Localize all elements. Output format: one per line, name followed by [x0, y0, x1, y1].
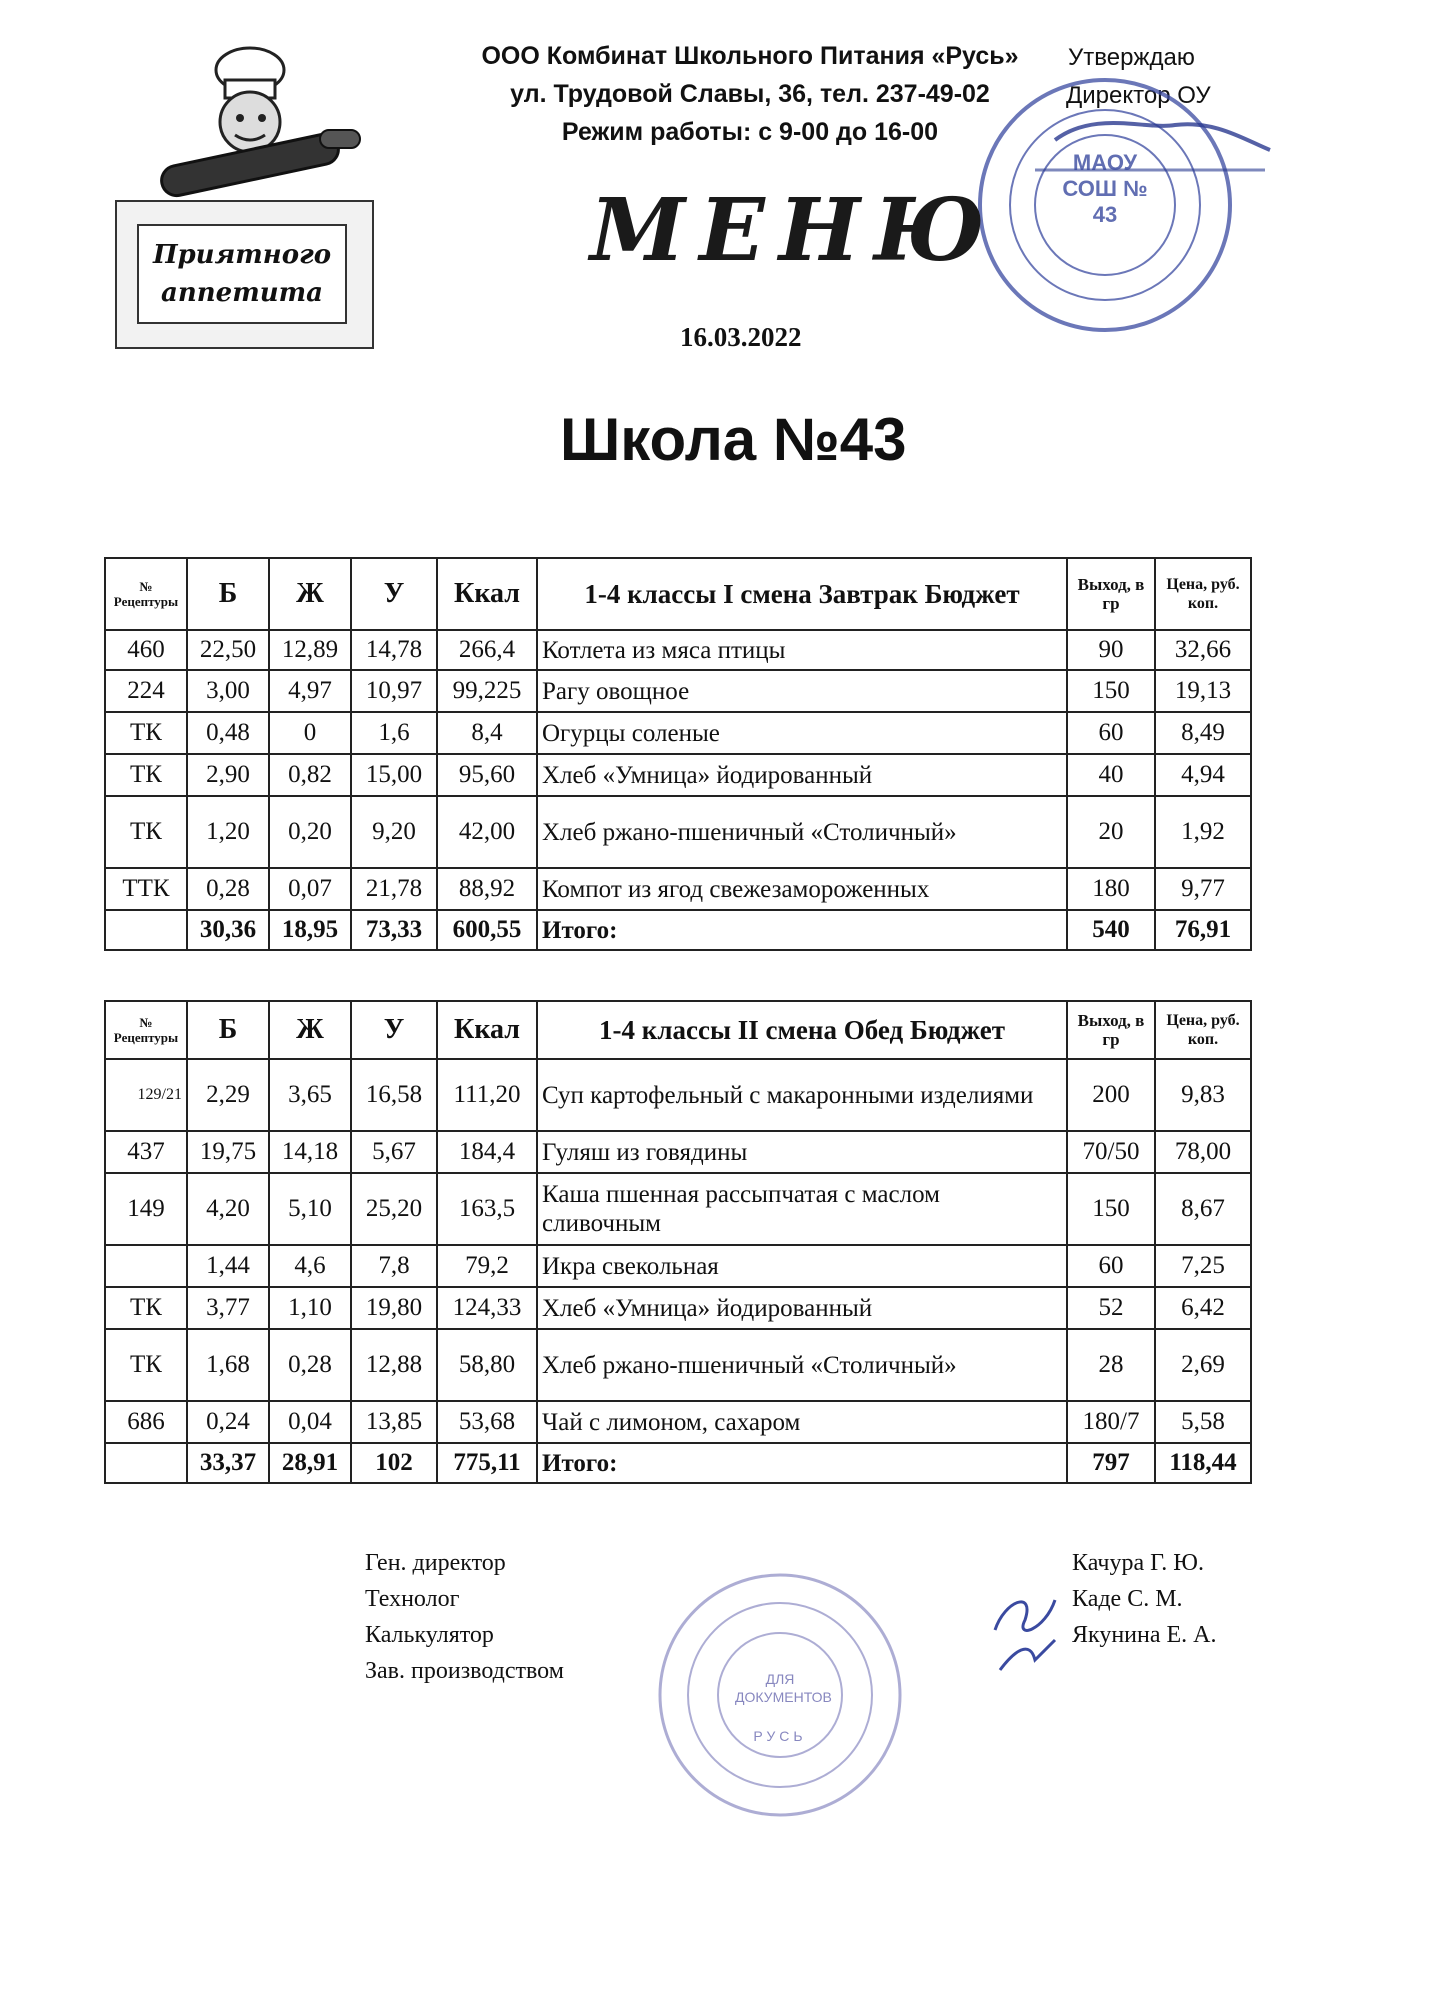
col-zh: Ж [269, 1001, 351, 1059]
cell-b: 0,28 [187, 868, 269, 910]
menu-date: 16.03.2022 [680, 322, 802, 352]
cell-name: Рагу овощное [537, 670, 1067, 712]
table-row [105, 1245, 1251, 1287]
cell-u: 12,88 [351, 1329, 437, 1401]
role-production-head: Зав. производством [365, 1658, 564, 1684]
name-director: Качура Г. Ю. [1072, 1550, 1204, 1576]
cell-zh: 0,28 [269, 1329, 351, 1401]
cell-b: 1,44 [187, 1245, 269, 1287]
cell-recipe: 437 [105, 1131, 187, 1173]
cell-kcal: 95,60 [437, 754, 537, 796]
cell-u: 13,85 [351, 1401, 437, 1443]
cell-u: 16,58 [351, 1059, 437, 1131]
col-output: Выход, в гр [1067, 1001, 1155, 1059]
total-b: 33,37 [187, 1443, 269, 1483]
cell-price: 78,00 [1155, 1131, 1251, 1173]
total-label: Итого: [537, 910, 1067, 950]
total-kcal: 600,55 [437, 910, 537, 950]
col-price: Цена, руб. коп. [1155, 558, 1251, 630]
cell-price: 2,69 [1155, 1329, 1251, 1401]
cell-u: 14,78 [351, 630, 437, 670]
table-row [105, 1401, 1251, 1443]
table-row [105, 1131, 1251, 1173]
total-label: Итого: [537, 1443, 1067, 1483]
cell-u: 25,20 [351, 1173, 437, 1245]
cell-price: 1,92 [1155, 796, 1251, 868]
col-price: Цена, руб. коп. [1155, 1001, 1251, 1059]
company-address: ул. Трудовой Славы, 36, тел. 237-49-02 [510, 80, 990, 108]
cell-u: 7,8 [351, 1245, 437, 1287]
cell-b: 2,29 [187, 1059, 269, 1131]
table-row [105, 1329, 1251, 1401]
cell-price: 5,58 [1155, 1401, 1251, 1443]
cell-recipe: ТТК [105, 868, 187, 910]
cell-output: 70/50 [1067, 1131, 1155, 1173]
total-row [105, 910, 1251, 950]
cell-zh: 4,97 [269, 670, 351, 712]
stamp-text: МАОУ СОШ № 43 [1062, 150, 1148, 227]
col-output: Выход, в гр [1067, 558, 1155, 630]
total-price: 76,91 [1155, 910, 1251, 950]
cell-kcal: 99,225 [437, 670, 537, 712]
table-row [105, 1173, 1251, 1245]
cell-zh: 1,10 [269, 1287, 351, 1329]
col-zh: Ж [269, 558, 351, 630]
col-u: У [351, 558, 437, 630]
cell-name: Каша пшенная рассыпчатая с маслом сливочным [537, 1173, 1067, 1245]
logo-text [137, 224, 347, 324]
cell-kcal: 79,2 [437, 1245, 537, 1287]
cell-recipe: 149 [105, 1173, 187, 1245]
col-kcal: Ккал [437, 1001, 537, 1059]
cell-kcal: 266,4 [437, 630, 537, 670]
cell-zh: 12,89 [269, 630, 351, 670]
total-zh: 18,95 [269, 910, 351, 950]
cell-price: 32,66 [1155, 630, 1251, 670]
cell-zh: 14,18 [269, 1131, 351, 1173]
cell-b: 4,20 [187, 1173, 269, 1245]
cell-output: 150 [1067, 1173, 1155, 1245]
cell-b: 0,48 [187, 712, 269, 754]
cell-price: 8,67 [1155, 1173, 1251, 1245]
table-row [105, 754, 1251, 796]
total-u: 102 [351, 1443, 437, 1483]
col-b: Б [187, 558, 269, 630]
cell-output: 200 [1067, 1059, 1155, 1131]
cell-u: 19,80 [351, 1287, 437, 1329]
table-title: 1-4 классы II смена Обед Бюджет [537, 1001, 1067, 1059]
stamp-name-text: РУСЬ [753, 1728, 807, 1744]
logo-line-1: Приятного [152, 240, 332, 270]
cell-price: 9,77 [1155, 868, 1251, 910]
cell-name: Чай с лимоном, сахаром [537, 1401, 1067, 1443]
handwritten-signature-icon [985, 1570, 1075, 1690]
breakfast-table [104, 557, 1252, 951]
total-b: 30,36 [187, 910, 269, 950]
stamp-center-text: ДЛЯ ДОКУМЕНТОВ [735, 1671, 832, 1705]
total-zh: 28,91 [269, 1443, 351, 1483]
cell-output: 180 [1067, 868, 1155, 910]
signature-roles [365, 1545, 564, 1689]
cell-b: 1,20 [187, 796, 269, 868]
cell-recipe: ТК [105, 1287, 187, 1329]
name-technologist: Каде С. М. [1072, 1586, 1183, 1612]
cell-b: 0,24 [187, 1401, 269, 1443]
cell-u: 10,97 [351, 670, 437, 712]
cell-zh: 4,6 [269, 1245, 351, 1287]
cell-output: 20 [1067, 796, 1155, 868]
cell-name: Икра свекольная [537, 1245, 1067, 1287]
name-calculator: Якунина Е. А. [1072, 1622, 1217, 1648]
role-technologist: Технолог [365, 1586, 460, 1612]
cell-name: Компот из ягод свежезамороженных [537, 868, 1067, 910]
cell-output: 60 [1067, 712, 1155, 754]
cell-zh: 3,65 [269, 1059, 351, 1131]
cell-price: 4,94 [1155, 754, 1251, 796]
col-kcal: Ккал [437, 558, 537, 630]
approval-position: Директор ОУ [1066, 82, 1211, 109]
table-row [105, 630, 1251, 670]
cell-kcal: 8,4 [437, 712, 537, 754]
cell-name: Гуляш из говядины [537, 1131, 1067, 1173]
cell-kcal: 58,80 [437, 1329, 537, 1401]
working-hours: Режим работы: с 9-00 до 16-00 [561, 118, 939, 146]
cell-price: 9,83 [1155, 1059, 1251, 1131]
role-calculator: Калькулятор [365, 1622, 494, 1648]
cell-name: Суп картофельный с макаронными изделиями [537, 1059, 1067, 1131]
cell-b: 2,90 [187, 754, 269, 796]
cell-output: 28 [1067, 1329, 1155, 1401]
school-name: Школа №43 [560, 406, 907, 473]
page-title: МЕНЮ [590, 180, 999, 281]
cell-name: Хлеб «Умница» йодированный [537, 1287, 1067, 1329]
logo-board [115, 200, 374, 349]
cell-recipe: ТК [105, 1329, 187, 1401]
cell-price: 7,25 [1155, 1245, 1251, 1287]
table-row [105, 1287, 1251, 1329]
cell-recipe: 224 [105, 670, 187, 712]
total-row [105, 1443, 1251, 1483]
cell-recipe: 460 [105, 630, 187, 670]
table-row [105, 796, 1251, 868]
cell-kcal: 111,20 [437, 1059, 537, 1131]
cell-name: Хлеб ржано-пшеничный «Столичный» [537, 796, 1067, 868]
total-output: 540 [1067, 910, 1155, 950]
cell-kcal: 184,4 [437, 1131, 537, 1173]
cell-u: 15,00 [351, 754, 437, 796]
col-recipe: № Рецептуры [105, 558, 187, 630]
cell-output: 40 [1067, 754, 1155, 796]
col-u: У [351, 1001, 437, 1059]
company-name: ООО Комбинат Школьного Питания «Русь» [481, 42, 1019, 70]
cell-kcal: 124,33 [437, 1287, 537, 1329]
cell-b: 19,75 [187, 1131, 269, 1173]
table-row [105, 868, 1251, 910]
approval-label: Утверждаю [1068, 44, 1195, 71]
table-header-row [105, 1001, 1251, 1059]
cell-recipe: 129/21 [105, 1059, 187, 1131]
cell-name: Хлеб ржано-пшеничный «Столичный» [537, 1329, 1067, 1401]
cell-price: 6,42 [1155, 1287, 1251, 1329]
cell-zh: 5,10 [269, 1173, 351, 1245]
cell-empty [105, 910, 187, 950]
cell-name: Огурцы соленые [537, 712, 1067, 754]
table-row [105, 1059, 1251, 1131]
cell-output: 150 [1067, 670, 1155, 712]
cell-zh: 0,04 [269, 1401, 351, 1443]
signature-names [1072, 1545, 1217, 1653]
cell-output: 90 [1067, 630, 1155, 670]
cell-b: 22,50 [187, 630, 269, 670]
role-director: Ген. директор [365, 1550, 506, 1576]
cell-u: 9,20 [351, 796, 437, 868]
cell-price: 8,49 [1155, 712, 1251, 754]
table-row [105, 670, 1251, 712]
cell-empty [105, 1443, 187, 1483]
cell-zh: 0,82 [269, 754, 351, 796]
cell-u: 21,78 [351, 868, 437, 910]
col-b: Б [187, 1001, 269, 1059]
cell-kcal: 53,68 [437, 1401, 537, 1443]
cell-recipe: 686 [105, 1401, 187, 1443]
cell-zh: 0,07 [269, 868, 351, 910]
lunch-table [104, 1000, 1252, 1484]
cell-price: 19,13 [1155, 670, 1251, 712]
total-output: 797 [1067, 1443, 1155, 1483]
cell-kcal: 163,5 [437, 1173, 537, 1245]
cell-output: 52 [1067, 1287, 1155, 1329]
cell-kcal: 88,92 [437, 868, 537, 910]
cell-zh: 0,20 [269, 796, 351, 868]
table-row [105, 712, 1251, 754]
col-recipe: № Рецептуры [105, 1001, 187, 1059]
cell-b: 3,00 [187, 670, 269, 712]
total-price: 118,44 [1155, 1443, 1251, 1483]
logo-line-2: аппетита [161, 278, 323, 308]
cell-recipe: ТК [105, 796, 187, 868]
total-kcal: 775,11 [437, 1443, 537, 1483]
cell-u: 1,6 [351, 712, 437, 754]
cell-name: Хлеб «Умница» йодированный [537, 754, 1067, 796]
table-header-row [105, 558, 1251, 630]
cell-recipe: ТК [105, 712, 187, 754]
cell-name: Котлета из мяса птицы [537, 630, 1067, 670]
cell-output: 60 [1067, 1245, 1155, 1287]
cell-kcal: 42,00 [437, 796, 537, 868]
cell-output: 180/7 [1067, 1401, 1155, 1443]
table-title: 1-4 классы I смена Завтрак Бюджет [537, 558, 1067, 630]
chef-logo-icon [120, 40, 380, 210]
cell-recipe [105, 1245, 187, 1287]
cell-b: 1,68 [187, 1329, 269, 1401]
cell-b: 3,77 [187, 1287, 269, 1329]
cell-u: 5,67 [351, 1131, 437, 1173]
total-u: 73,33 [351, 910, 437, 950]
cell-zh: 0 [269, 712, 351, 754]
cell-recipe: ТК [105, 754, 187, 796]
